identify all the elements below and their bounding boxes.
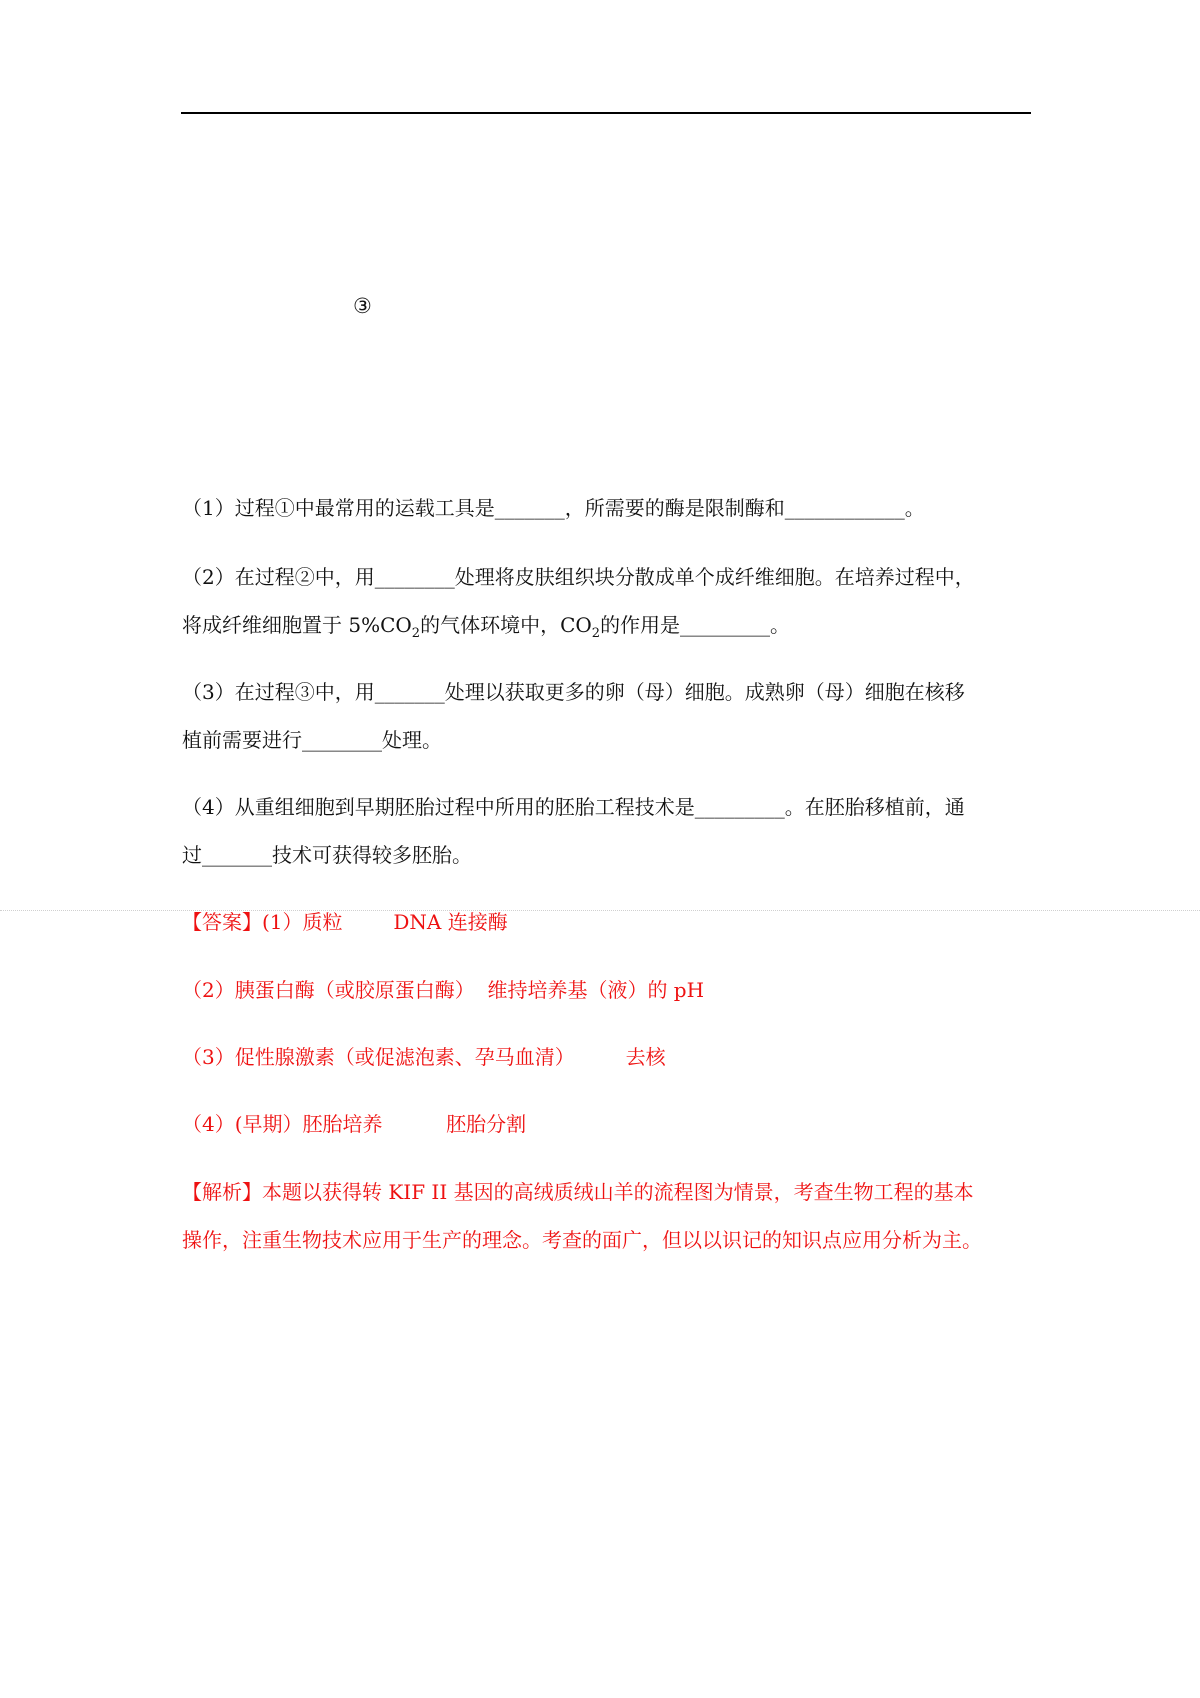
q2-subscript-1: 2 xyxy=(411,626,421,641)
q2-subscript-2: 2 xyxy=(591,626,601,641)
question-2-line-1: （2）在过程②中，用________处理将皮肤组织块分散成单个成纤维细胞。在培养过程中， xyxy=(182,565,975,589)
analysis-line-2: 操作，注重生物技术应用于生产的理念。考查的面广，但以以识记的知识点应用分析为主。 xyxy=(182,1228,982,1252)
question-4-line-1: （4）从重组细胞到早期胚胎过程中所用的胚胎工程技术是_________。在胚胎移植前，通 xyxy=(182,795,965,819)
q2-text-a: 将成纤维细胞置于 5%CO xyxy=(182,613,412,637)
process-3-marker: ③ xyxy=(353,294,372,318)
answer-1: 【答案】(1）质粒 DNA 连接酶 xyxy=(182,910,508,934)
question-1: （1）过程①中最常用的运载工具是_______，所需要的酶是限制酶和____________。 xyxy=(182,496,925,520)
q2-text-c: 的作用是_________。 xyxy=(600,613,791,637)
header-rule xyxy=(181,112,1031,114)
answer-3: （3）促性腺激素（或促滤泡素、孕马血清） 去核 xyxy=(182,1045,666,1069)
answer-4: （4）(早期）胚胎培养 胚胎分割 xyxy=(182,1112,527,1136)
answer-2: （2）胰蛋白酶（或胶原蛋白酶） 维持培养基（液）的 pH xyxy=(182,978,705,1002)
question-4-line-2: 过_______技术可获得较多胚胎。 xyxy=(182,843,472,867)
question-3-line-1: （3）在过程③中，用_______处理以获取更多的卵（母）细胞。成熟卵（母）细胞在核移 xyxy=(182,680,965,704)
analysis-line-1: 【解析】本题以获得转 KIF II 基因的高绒质绒山羊的流程图为情景，考查生物工程的基本 xyxy=(182,1180,974,1204)
q2-text-b: 的气体环境中，CO xyxy=(420,613,592,637)
question-2-line-2 xyxy=(182,611,790,648)
question-3-line-2: 植前需要进行________处理。 xyxy=(182,728,442,752)
page-divider xyxy=(0,910,1200,911)
